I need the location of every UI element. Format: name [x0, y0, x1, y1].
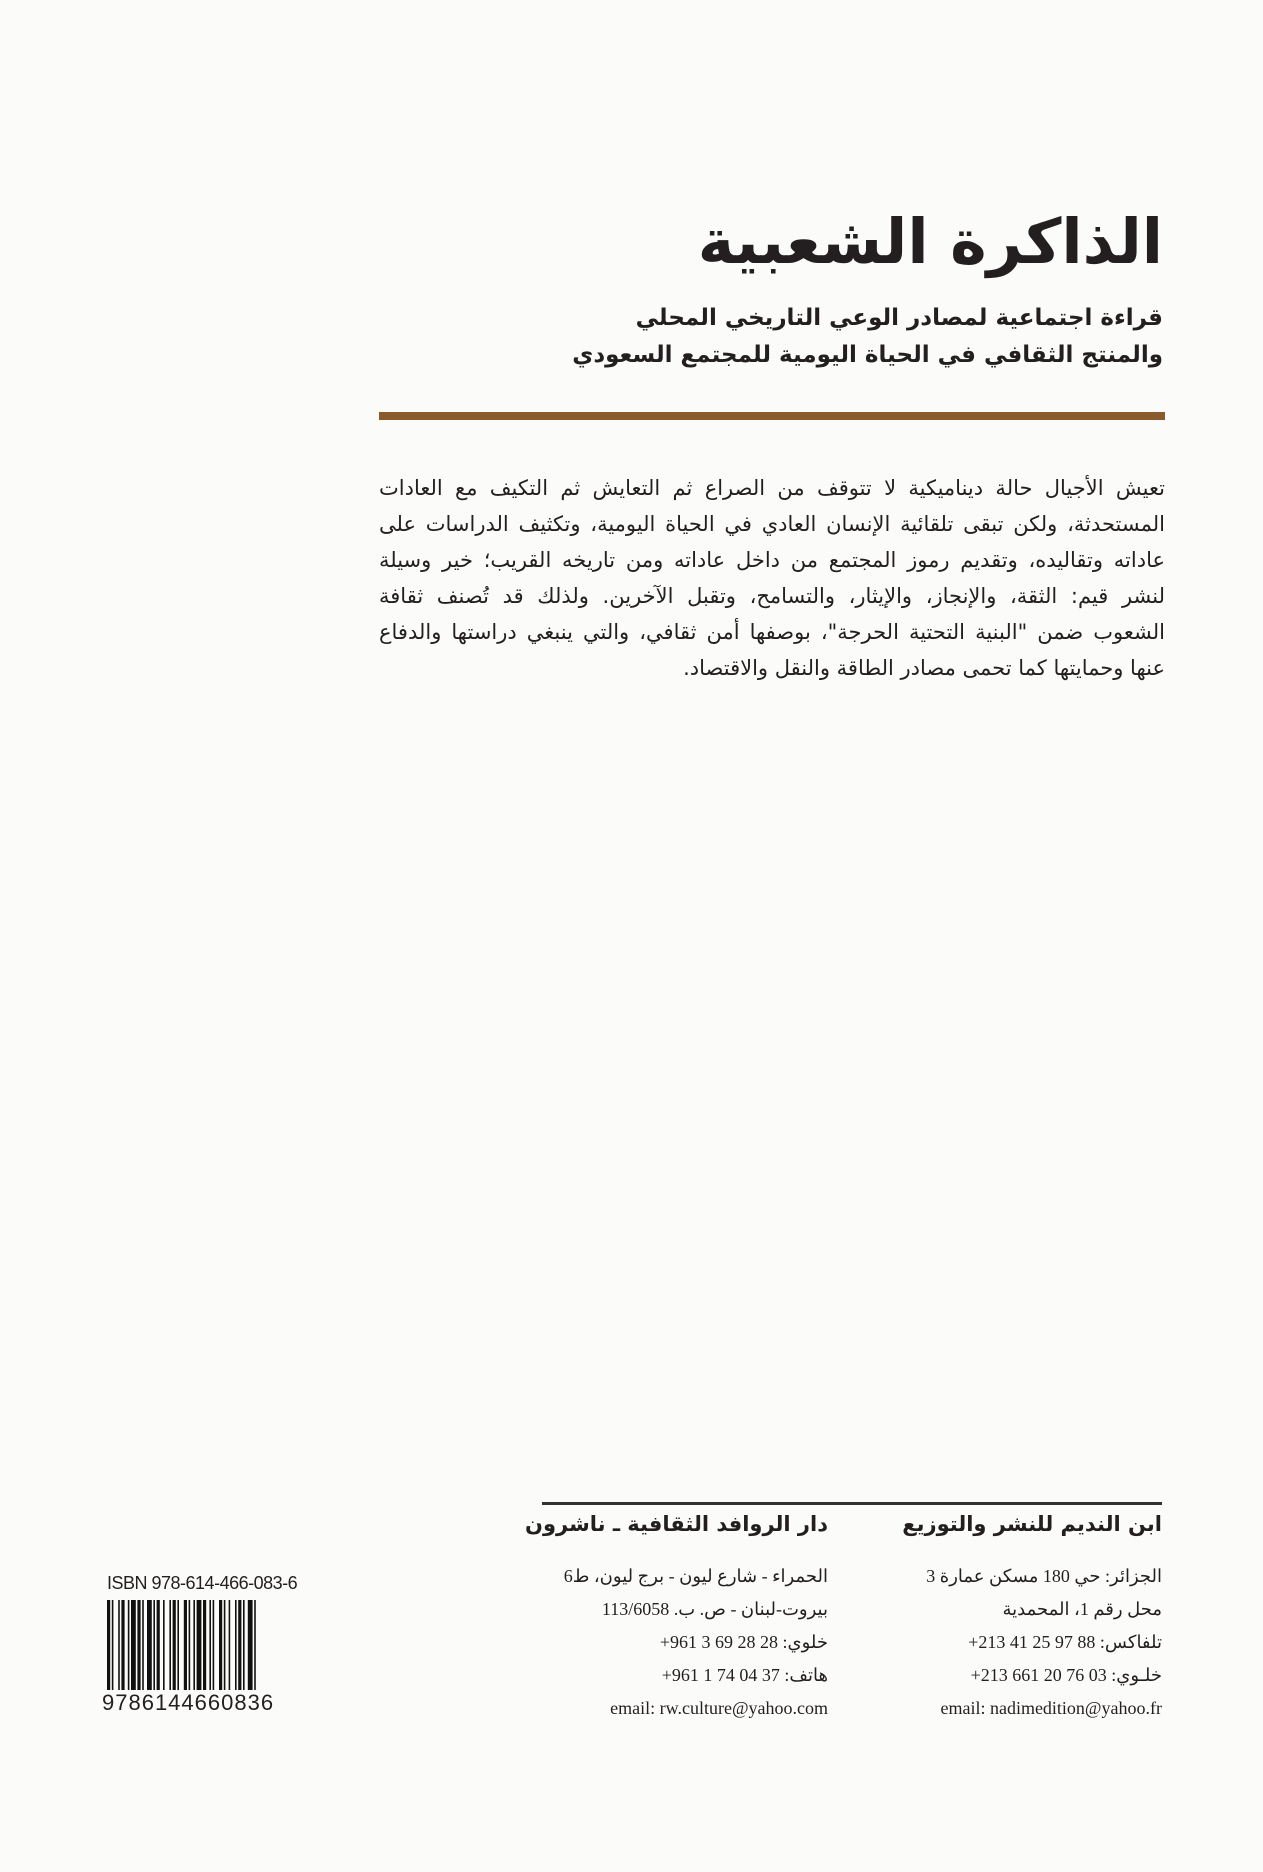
barcode-bar	[184, 1600, 187, 1694]
barcode-bar	[121, 1600, 124, 1694]
barcode-bar	[238, 1600, 241, 1694]
publisher-1-contact	[892, 1560, 1162, 1725]
barcode-icon	[107, 1600, 329, 1694]
barcode-bar	[118, 1600, 120, 1694]
barcode-bar	[128, 1600, 130, 1694]
barcode-bar	[189, 1600, 191, 1694]
address-line: الحمراء - شارع ليون - برج ليون، ط6	[563, 1566, 828, 1586]
brown-divider	[379, 412, 1165, 420]
barcode-bar	[173, 1600, 176, 1694]
email: email: rw.culture@yahoo.com	[610, 1698, 828, 1718]
barcode-bar	[213, 1600, 215, 1694]
mobile-row	[892, 1659, 1162, 1692]
barcode-bar	[235, 1600, 237, 1694]
mobile-number: +961 3 69 28 28	[659, 1632, 779, 1652]
barcode-bar	[107, 1600, 110, 1694]
barcode-bar	[163, 1600, 165, 1694]
barcode-bar	[153, 1600, 155, 1694]
address-line: الجزائر: حي 180 مسكن عمارة 3	[926, 1566, 1162, 1586]
barcode-bar	[137, 1600, 140, 1694]
barcode-bar	[254, 1600, 256, 1694]
fax-row	[892, 1626, 1162, 1659]
publisher-2-name: دار الروافد الثقافية ـ ناشرون	[525, 1512, 828, 1536]
address-line: محل رقم 1، المحمدية	[1002, 1599, 1162, 1619]
mobile-label: خلـوي:	[1111, 1665, 1162, 1685]
publisher-1-name: ابن النديم للنشر والتوزيع	[902, 1512, 1162, 1536]
phone-label: هاتف:	[784, 1665, 828, 1685]
barcode-digits: 9786144660836	[102, 1690, 275, 1715]
barcode-bar	[142, 1600, 144, 1694]
publisher-divider	[542, 1502, 1162, 1505]
barcode-bar	[243, 1600, 245, 1694]
fax-number: +213 41 25 97 88	[968, 1632, 1096, 1652]
email: email: nadimedition@yahoo.fr	[940, 1698, 1162, 1718]
barcode-bar	[209, 1600, 211, 1694]
isbn-text: ISBN 978-614-466-083-6	[107, 1573, 298, 1593]
mobile-label: خلوي:	[782, 1632, 828, 1652]
fax-label: تلفاكس:	[1099, 1632, 1162, 1652]
book-title: الذاكرة الشعبية	[697, 205, 1163, 278]
mobile-row	[528, 1626, 828, 1659]
blurb-paragraph: تعيش الأجيال حالة ديناميكية لا تتوقف من الصراع ثم التعايش ثم التكيف مع العادات المستحدثة، ولكن تبقى تلقائية الإنسان العادي في الحياة اليومية، وتكثيف الدراسات على عاداته وتقاليده، وتقديم رموز المجتمع من داخل عاداته ومن تاريخه القريب؛ خير وسيلة لنشر قيم: الثقة، والإنجاز، والإيثار، والتسامح، وتقبل الآخرين. ولذلك قد تُصنف ثقافة الشعوب ضمن "البنية التحتية الحرجة"، بوصفها أمن ثقافي، والتي ينبغي دراستها والدفاع عنها وحمايتها كما تحمى مصادر الطاقة والنقل والاقتصاد.	[379, 476, 1165, 680]
barcode-bar	[248, 1600, 253, 1694]
barcode-bar	[157, 1600, 160, 1694]
barcode-bar	[169, 1600, 171, 1694]
barcode-bar	[197, 1600, 202, 1694]
barcode-bar	[131, 1600, 136, 1694]
barcode-bar	[224, 1600, 226, 1694]
barcode-bar	[219, 1600, 222, 1694]
barcode-bar	[193, 1600, 195, 1694]
phone-row	[528, 1659, 828, 1692]
barcode-bar	[147, 1600, 152, 1694]
barcode-bar	[203, 1600, 206, 1694]
mobile-number: +213 661 20 76 03	[970, 1665, 1107, 1685]
address-line: بيروت-لبنان - ص. ب. 113/6058	[601, 1599, 828, 1619]
barcode-bar	[177, 1600, 179, 1694]
subtitle-line-1: قراءة اجتماعية لمصادر الوعي التاريخي المحلي	[635, 305, 1163, 331]
subtitle-line-2: والمنتج الثقافي في الحياة اليومية للمجتمع السعودي	[572, 342, 1163, 368]
publisher-2-contact	[528, 1560, 828, 1725]
barcode-bar	[229, 1600, 231, 1694]
phone-number: +961 1 74 04 37	[661, 1665, 780, 1685]
barcode-bar	[112, 1600, 114, 1694]
